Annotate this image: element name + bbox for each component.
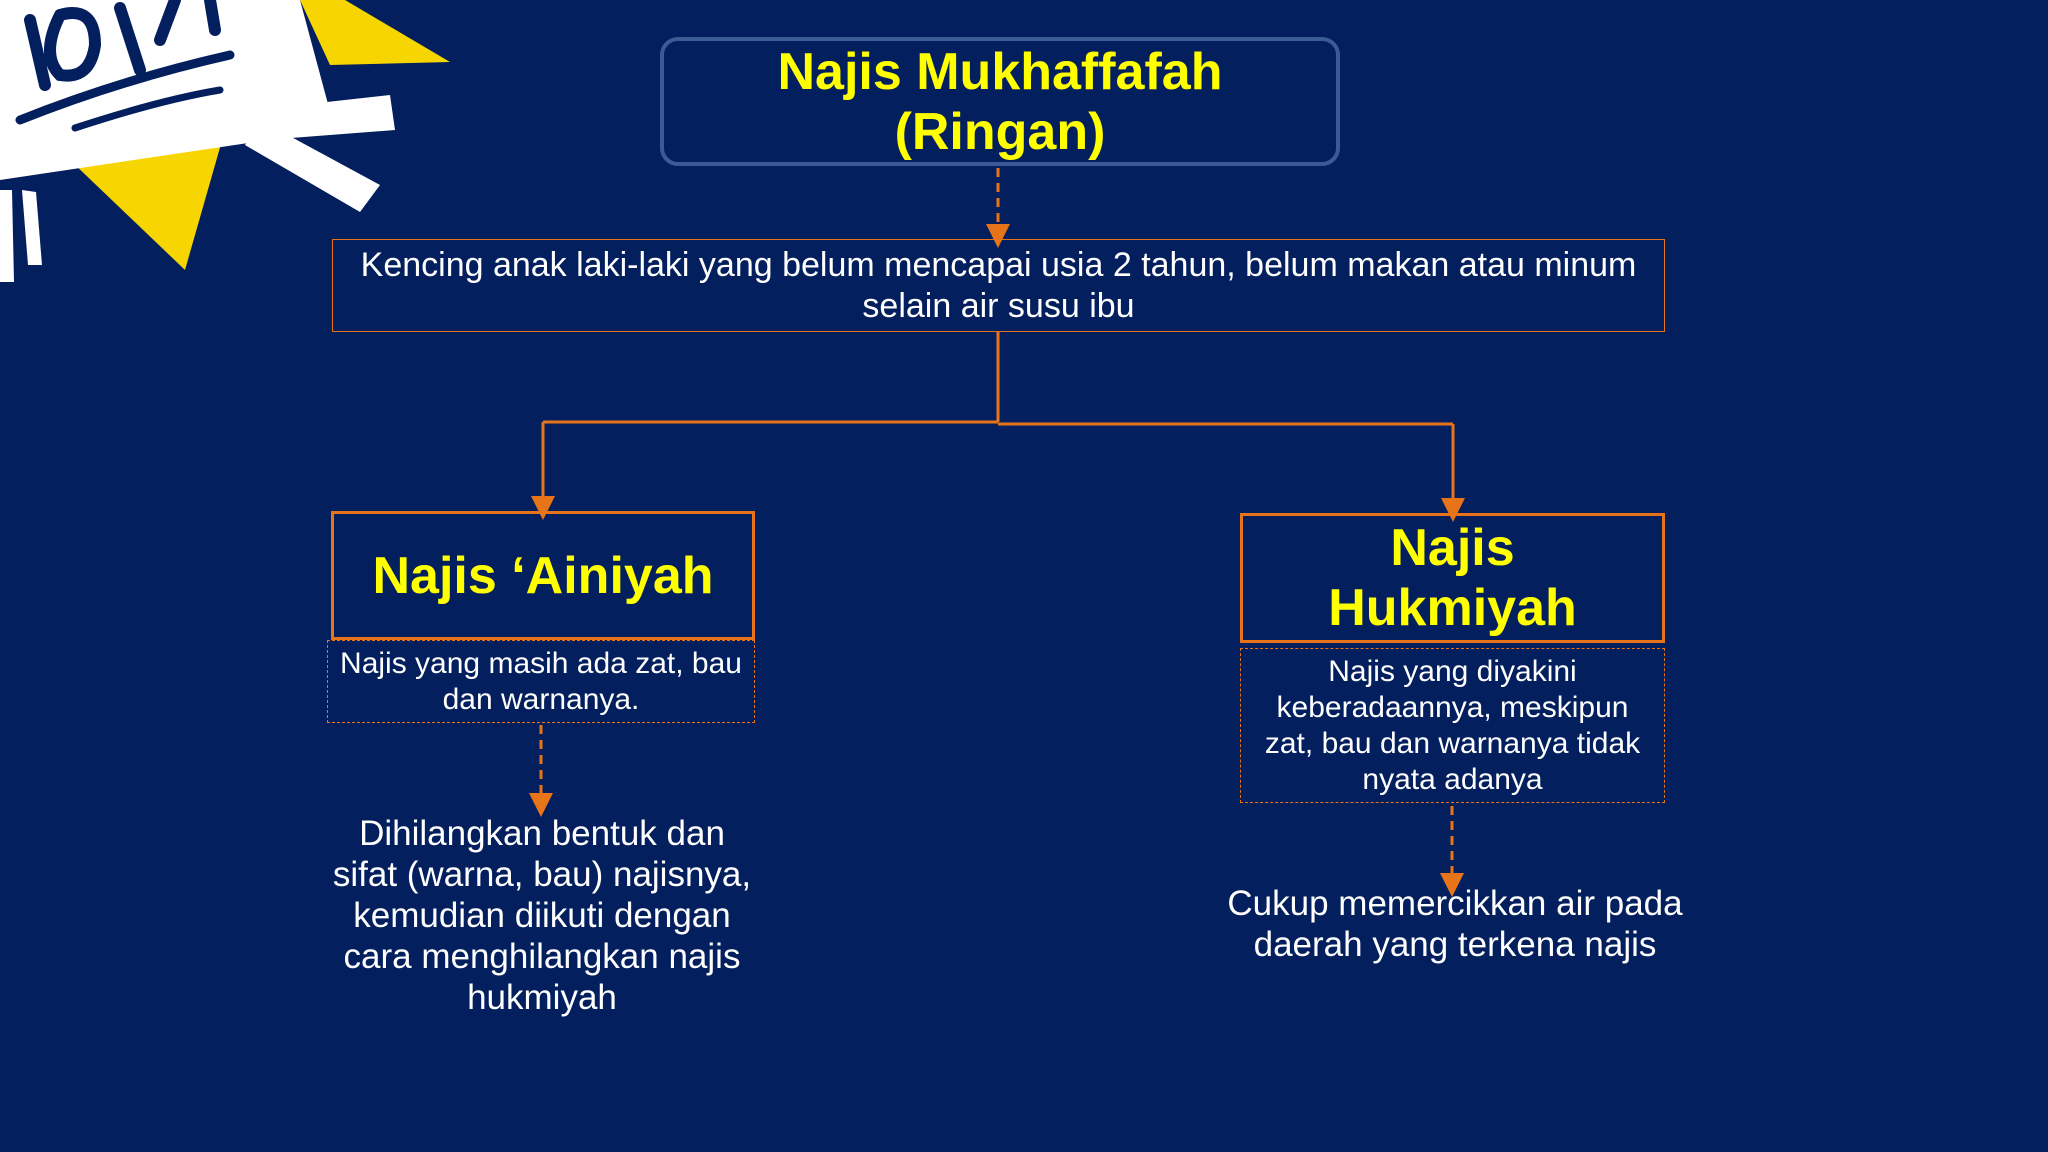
method-text-hukmiyah: Cukup memercikkan air pada daerah yang terkena najis (1227, 884, 1683, 964)
description-box-ainiyah (327, 640, 755, 723)
description-text-ainiyah: Najis yang masih ada zat, bau dan warnanya. (340, 646, 742, 716)
title-box (660, 37, 1340, 166)
definition-box (332, 239, 1665, 332)
diagram-title: Najis Mukhaffafah (Ringan) (777, 42, 1223, 161)
description-text-hukmiyah: Najis yang diyakini keberadaannya, meskipun zat, bau dan warnanya tidak nyata adanya (1264, 654, 1641, 796)
description-box-hukmiyah (1240, 648, 1665, 803)
category-title-hukmiyah: Najis Hukmiyah (1328, 519, 1577, 637)
category-title-ainiyah: Najis ‘Ainiyah (372, 546, 714, 605)
definition-text: Kencing anak laki-laki yang belum mencapai usia 2 tahun, belum makan atau minum selain air susu ibu (360, 245, 1637, 325)
category-box-hukmiyah (1240, 513, 1665, 643)
method-text-ainiyah: Dihilangkan bentuk dan sifat (warna, bau) najisnya, kemudian diikuti dengan cara menghilangkan najis hukmiyah (332, 814, 752, 1017)
category-box-ainiyah (331, 511, 755, 640)
